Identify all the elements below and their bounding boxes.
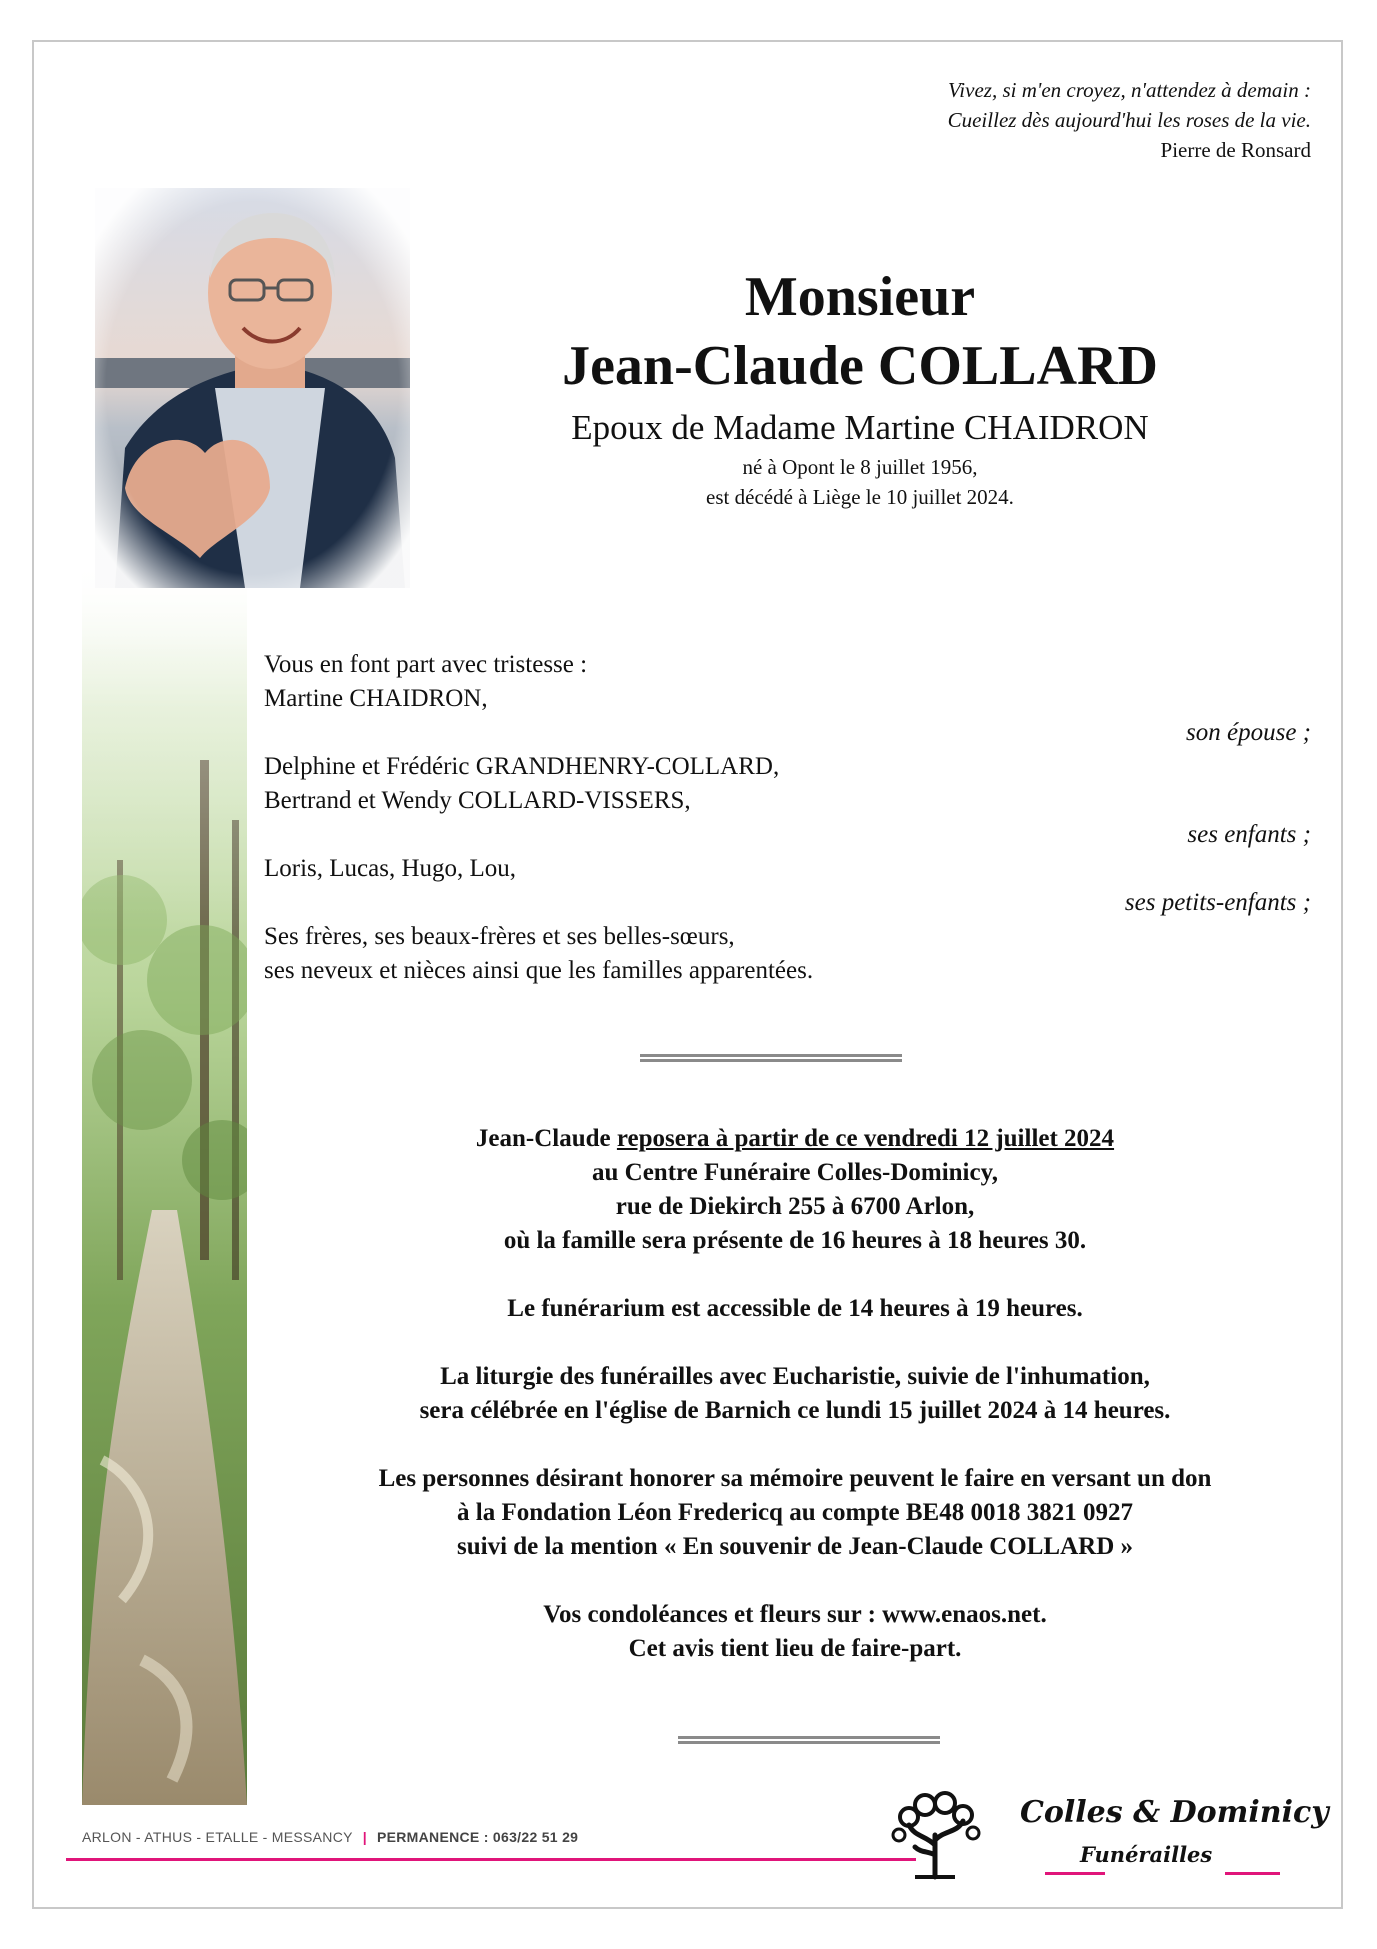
locations-text: ARLON - ATHUS - ETALLE - MESSANCY bbox=[82, 1829, 353, 1845]
liturgy-line-2: sera célébrée en l'église de Barnich ce lundi 15 juillet 2024 à 14 heures. bbox=[419, 1397, 1171, 1424]
family-children-role: ses enfants ; bbox=[1187, 821, 1311, 848]
family-grandchildren: Loris, Lucas, Hugo, Lou, bbox=[264, 855, 517, 882]
donation-line-2: à la Fondation Léon Fredericq au compte BE48 0018 3821 0927 bbox=[457, 1499, 1133, 1526]
rest-family: où la famille sera présente de 16 heures à 18 heures 30. bbox=[503, 1227, 1087, 1254]
liturgy-line-1: La liturgie des funérailles avec Eucharistie, suivie de l'inhumation, bbox=[440, 1363, 1150, 1390]
condolences-line: Vos condoléances et fleurs sur : www.enaos.net. bbox=[543, 1601, 1047, 1628]
family-others-2: ses neveux et nièces ainsi que les familles apparentées. bbox=[264, 957, 814, 984]
tree-icon bbox=[885, 1785, 985, 1880]
spouse-line: Epoux de Madame Martine CHAIDRON bbox=[571, 408, 1149, 447]
quote-line-2: Cueillez dès aujourd'hui les roses de la vie. bbox=[947, 108, 1311, 132]
ceremony-info bbox=[270, 1122, 1320, 1700]
family-spouse-name: Martine CHAIDRON, bbox=[264, 685, 488, 712]
rest-address: rue de Diekirch 255 à 6700 Arlon, bbox=[615, 1193, 975, 1220]
donation-line-3: suivi de la mention « En souvenir de Jean-Claude COLLARD » bbox=[456, 1533, 1133, 1560]
quote-line-1: Vivez, si m'en croyez, n'attendez à demain : bbox=[948, 78, 1311, 102]
brand-logo bbox=[885, 1785, 1329, 1880]
access-hours: Le funérarium est accessible de 14 heures à 19 heures. bbox=[507, 1295, 1083, 1322]
notice-line: Cet avis tient lieu de faire-part. bbox=[628, 1635, 962, 1662]
donation-line-1: Les personnes désirant honorer sa mémoire peuvent le faire en versant un don bbox=[378, 1465, 1212, 1492]
rest-name: Jean-Claude bbox=[475, 1125, 611, 1152]
quote-author: Pierre de Ronsard bbox=[1160, 138, 1311, 162]
brand-name: Colles & Dominicy bbox=[1020, 1795, 1329, 1830]
permanence-text: PERMANENCE : 063/22 51 29 bbox=[377, 1829, 579, 1845]
family-child-1: Delphine et Frédéric GRANDHENRY-COLLARD, bbox=[264, 753, 780, 780]
family-child-2: Bertrand et Wendy COLLARD-VISSERS, bbox=[264, 787, 691, 814]
rest-place: au Centre Funéraire Colles-Dominicy, bbox=[592, 1159, 998, 1186]
footer-accent-line-left bbox=[66, 1858, 916, 1861]
family-grandchildren-role: ses petits-enfants ; bbox=[1124, 889, 1311, 916]
page-title: Monsieur bbox=[744, 266, 976, 328]
footer-separator: | bbox=[362, 1829, 367, 1845]
family-intro: Vous en font part avec tristesse : bbox=[264, 651, 588, 678]
brand-subtitle: Funérailles bbox=[1080, 1842, 1213, 1867]
epigraph bbox=[948, 75, 1311, 165]
footer-locations bbox=[82, 1829, 578, 1845]
rest-when: reposera à partir de ce vendredi 12 juillet 2024 bbox=[616, 1125, 1115, 1152]
forest-path-image bbox=[82, 560, 247, 1805]
family-others-1: Ses frères, ses beaux-frères et ses belles-sœurs, bbox=[264, 923, 735, 950]
portrait-photo bbox=[95, 188, 410, 588]
divider-bottom bbox=[678, 1736, 940, 1744]
deceased-name: Jean-Claude COLLARD bbox=[562, 335, 1158, 397]
death-line: est décédé à Liège le 10 juillet 2024. bbox=[706, 485, 1014, 509]
divider-top bbox=[640, 1054, 902, 1062]
birth-line: né à Opont le 8 juillet 1956, bbox=[742, 455, 978, 479]
family-spouse-role: son épouse ; bbox=[1186, 719, 1311, 746]
family-section bbox=[264, 648, 1311, 988]
